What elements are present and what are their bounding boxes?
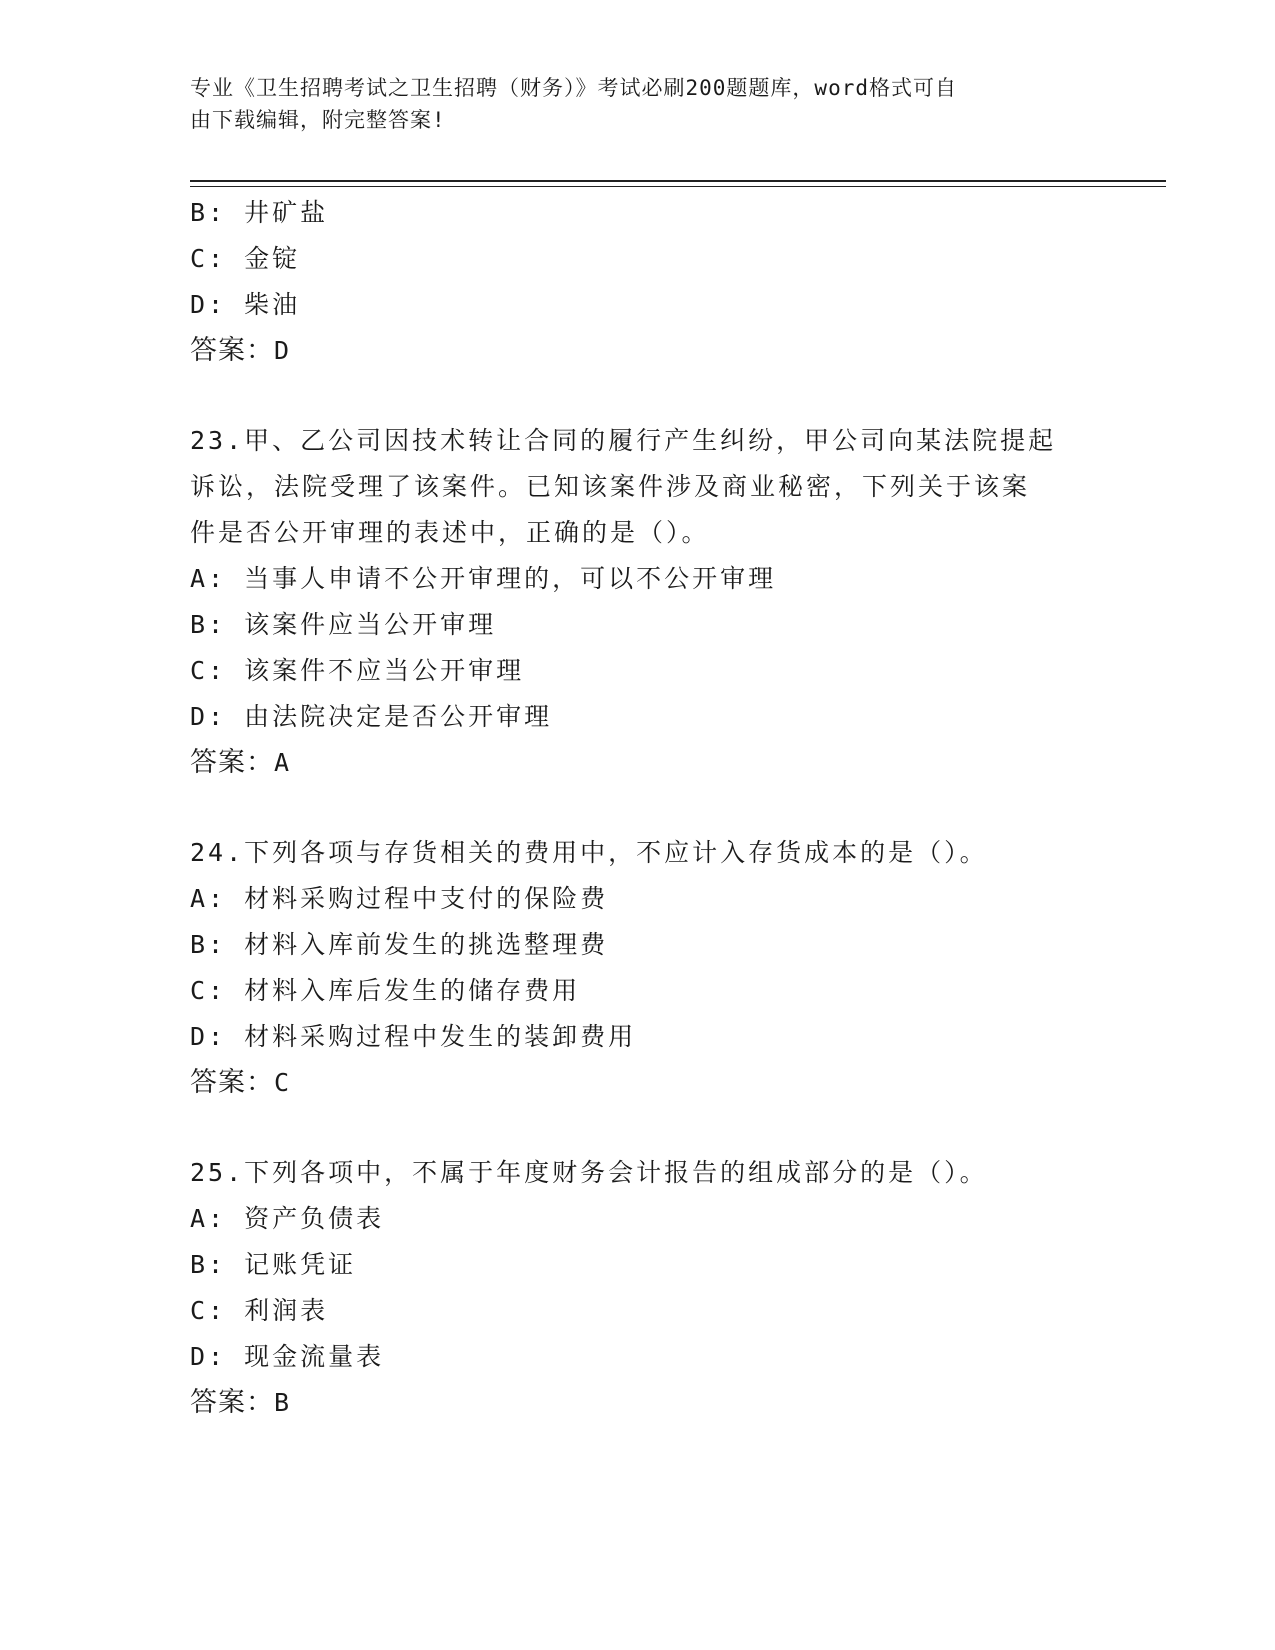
document-header	[190, 72, 1090, 136]
header-title-line-1: 专业《卫生招聘考试之卫生招聘（财务）》考试必刷200题题库，word格式可自	[190, 76, 957, 100]
answer-line	[190, 328, 1090, 374]
option-b: B: 井矿盐	[190, 198, 329, 227]
question-stem-line: 24.下列各项与存货相关的费用中，不应计入存货成本的是（）。	[190, 838, 988, 867]
option-c: C: 材料入库后发生的储存费用	[190, 976, 581, 1005]
option-d: D: 现金流量表	[190, 1342, 385, 1371]
header-divider-thick	[190, 180, 1166, 182]
question-23	[190, 418, 1090, 786]
question-stem-line: 25.下列各项中，不属于年度财务会计报告的组成部分的是（）。	[190, 1158, 988, 1187]
question-25	[190, 1150, 1090, 1426]
question-stem-line: 诉讼，法院受理了该案件。已知该案件涉及商业秘密，下列关于该案	[190, 472, 1031, 501]
answer-value: D	[274, 336, 291, 365]
question-stem-line: 件是否公开审理的表述中，正确的是（）。	[190, 518, 710, 547]
option-b: B: 材料入库前发生的挑选整理费	[190, 930, 609, 959]
option-c: C: 该案件不应当公开审理	[190, 656, 525, 685]
option-c: C: 金锭	[190, 244, 301, 273]
answer-label: 答案：	[190, 1387, 274, 1418]
question-list	[190, 190, 1090, 1426]
answer-label: 答案：	[190, 747, 274, 778]
answer-value: A	[274, 748, 291, 777]
option-d: D: 材料采购过程中发生的装卸费用	[190, 1022, 637, 1051]
option-d: D: 由法院决定是否公开审理	[190, 702, 553, 731]
option-d: D: 柴油	[190, 290, 301, 319]
header-divider-thin	[190, 186, 1166, 187]
question-stem-line: 23.甲、乙公司因技术转让合同的履行产生纠纷，甲公司向某法院提起	[190, 426, 1057, 455]
option-a: A: 当事人申请不公开审理的，可以不公开审理	[190, 564, 777, 593]
answer-label: 答案：	[190, 1067, 274, 1098]
answer-line	[190, 1060, 1090, 1106]
answer-value: B	[274, 1388, 291, 1417]
option-c: C: 利润表	[190, 1296, 329, 1325]
answer-line	[190, 1380, 1090, 1426]
option-b: B: 该案件应当公开审理	[190, 610, 497, 639]
header-title-line-2: 由下载编辑，附完整答案!	[190, 108, 446, 132]
question-22-continued	[190, 190, 1090, 374]
option-b: B: 记账凭证	[190, 1250, 357, 1279]
answer-value: C	[274, 1068, 291, 1097]
option-a: A: 资产负债表	[190, 1204, 385, 1233]
answer-line	[190, 740, 1090, 786]
question-24	[190, 830, 1090, 1106]
option-a: A: 材料采购过程中支付的保险费	[190, 884, 609, 913]
answer-label: 答案：	[190, 335, 274, 366]
